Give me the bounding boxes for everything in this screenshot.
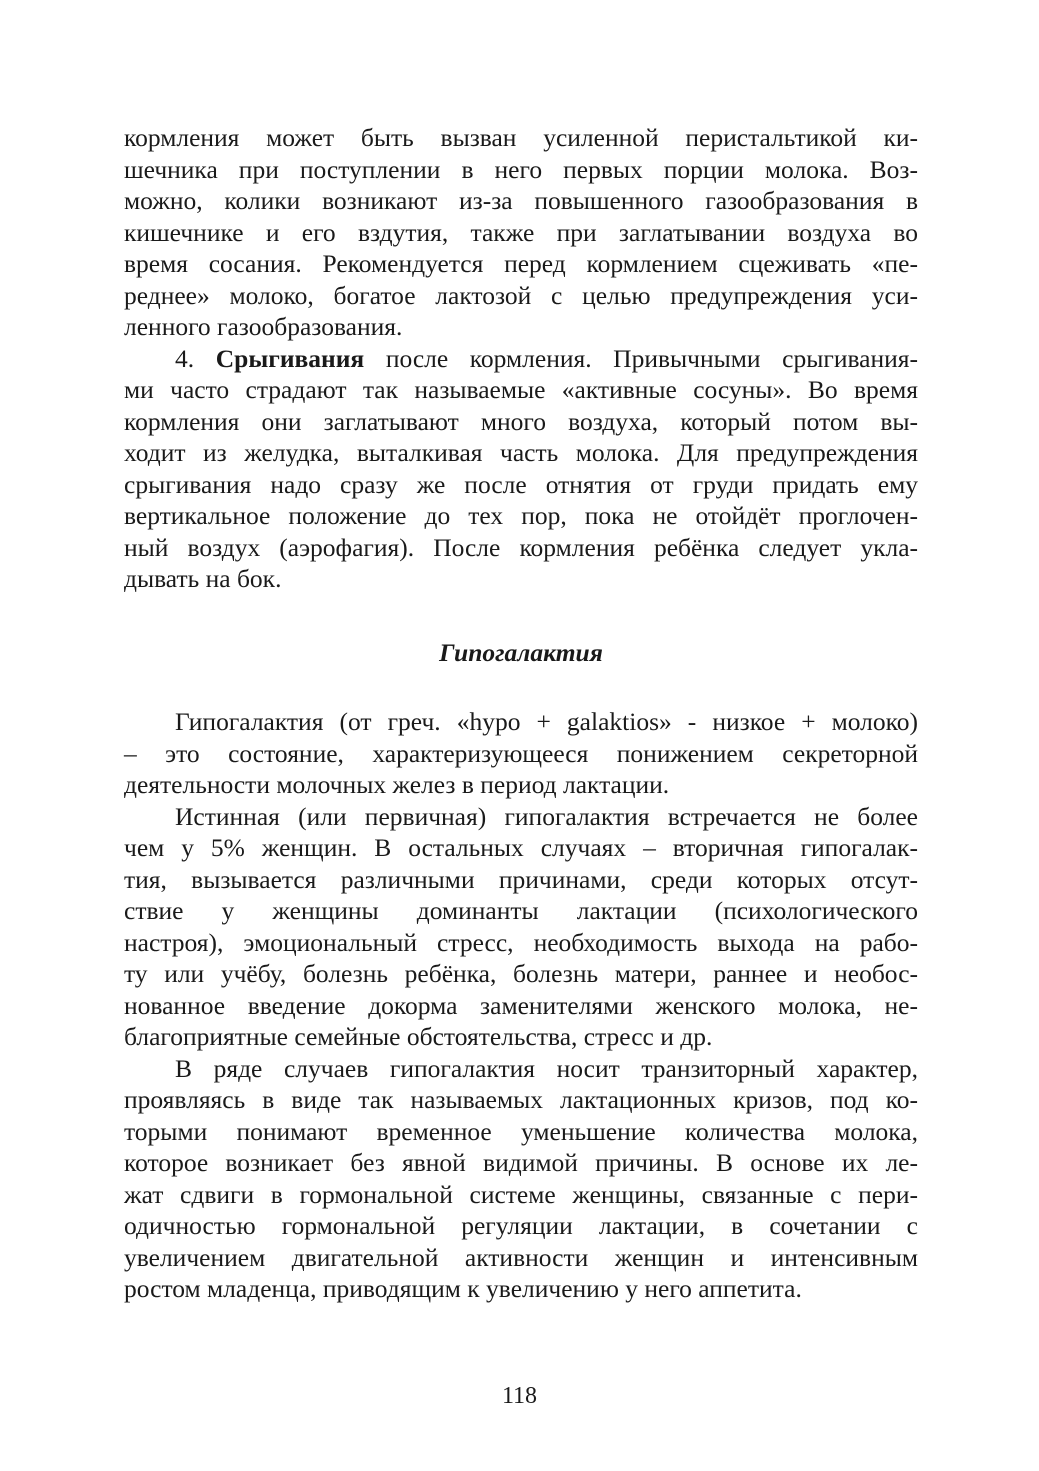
paragraph-regurgitation [124,343,918,595]
text-line: Истинная (или первичная) гипогалактия встречается не более [175,801,918,831]
text-line: торыми понимают временное уменьшение количества молока, [124,1116,918,1146]
page-content [124,122,918,1305]
text-line: чем у 5% женщин. В остальных случаях – вторичная гипогалак- [124,833,918,862]
paragraph-definition [124,706,918,801]
text-line: проявляясь в виде так называемых лактационных кризов, под ко- [124,1085,918,1114]
list-number: 4. [175,343,216,373]
paragraph-true-hypogalactia [124,801,918,1053]
text-line: ствие у женщины доминанты лактации (психологического [124,896,918,925]
text-line: благоприятные семейные обстоятельства, стресс и др. [124,1022,713,1051]
text-line: шечника при поступлении в него первых порции молока. Воз- [124,154,918,184]
text-line: деятельности молочных желез в период лактации. [124,770,670,799]
text-line: В ряде случаев гипогалактия носит транзиторный характер, [175,1053,918,1083]
text-line: вертикальное положение до тех пор, пока не отойдёт проглочен- [124,501,918,530]
text-line: нованное введение докорма заменителями женского молока, не- [124,990,918,1020]
text-line: жат сдвиги в гормональной системе женщины, связанные с пери- [124,1179,918,1209]
text-line: ный воздух (аэрофагия). После кормления ребёнка следует укла- [124,532,918,562]
text-line: ми часто страдают так называемые «активные сосуны». Во время [124,375,918,404]
text-line: можно, колики возникают из-за повышенного газообразования в [124,186,918,215]
text-line: тия, вызывается различными причинами, среди которых отсут- [124,864,918,894]
text-line: дывать на бок. [124,564,282,593]
text-line: кормления может быть вызван усиленной перистальтикой ки- [124,123,918,152]
bold-term: Срыгивания [215,343,365,373]
text-line: время сосания. Рекомендуется перед кормлением сцеживать «пе- [124,249,918,278]
text-line: которое возникает без явной видимой причины. В основе их ле- [124,1148,918,1177]
text-line: ходит из желудка, выталкивая часть молока. Для предупреждения [124,438,918,467]
text-line: Гипогалактия (от греч. «hypo + galaktios» - низкое + молоко) [175,707,918,736]
text-line: кормления они заглатывают много воздуха, который потом вы- [124,406,918,436]
paragraph-colic-continuation [124,122,918,343]
page-number: 118 [501,1383,538,1409]
text-line: кишечнике и его вздутия, также при заглатывании воздуха во [124,217,918,247]
text-line: одичностью гормональной регуляции лактации, в сочетании с [124,1211,918,1240]
text-line: настроя), эмоциональный стресс, необходимость выхода на рабо- [124,927,918,957]
text-line: срыгивания надо сразу же после отнятия от груди придать ему [124,469,918,499]
paragraph-lactation-crises [124,1053,918,1305]
section-heading: Гипогалактия [439,637,603,667]
text-line: увеличением двигательной активности женщин и интенсивным [124,1242,918,1272]
text-span: после кормления. Привычными срыгивания- [364,343,918,373]
text-line: ту или учёбу, болезнь ребёнка, болезнь матери, раннее и необос- [124,959,918,988]
text-line: – это состояние, характеризующееся понижением секреторной [124,738,918,768]
text-line: ростом младенца, приводящим к увеличению у него аппетита. [124,1274,802,1303]
text-line [124,343,918,375]
text-line: реднее» молоко, богатое лактозой с целью предупреждения уси- [124,280,918,310]
text-line: ленного газообразования. [124,312,403,341]
